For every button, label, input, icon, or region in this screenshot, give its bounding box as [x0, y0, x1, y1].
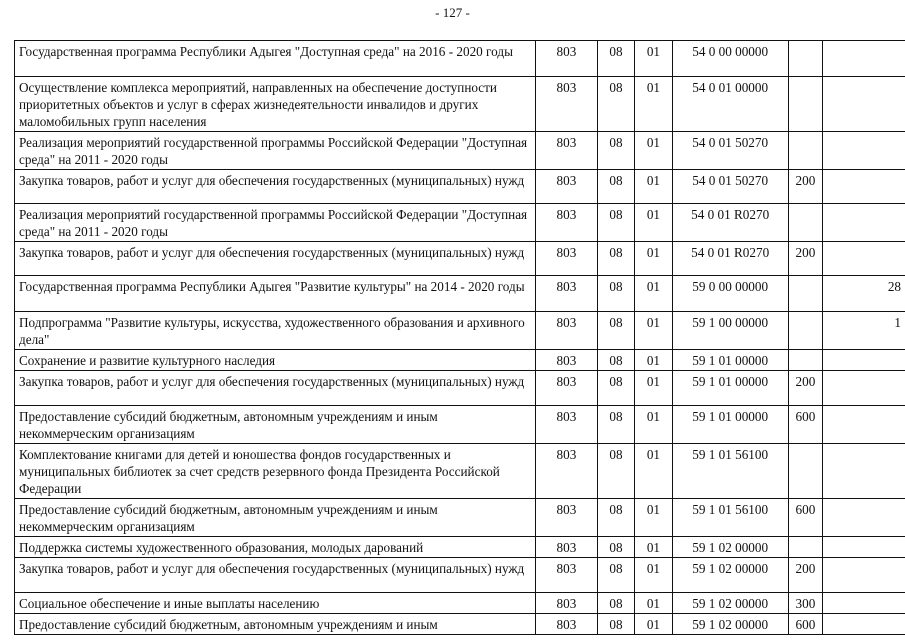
- cell-expense-type: [788, 132, 822, 170]
- cell-section: 08: [597, 170, 634, 204]
- cell-department: 803: [536, 406, 598, 444]
- cell-section: 08: [597, 242, 634, 276]
- cell-expense-type: 600: [788, 406, 822, 444]
- cell-target-item: 59 1 02 00000: [672, 537, 788, 558]
- table-row: [15, 406, 905, 444]
- cell-expense-type: [788, 77, 822, 132]
- cell-subsection: 01: [635, 593, 672, 614]
- cell-target-item: 59 1 02 00000: [672, 558, 788, 593]
- row-description: Предоставление субсидий бюджетным, автономным учреждениям и иным некоммерческим организациям: [15, 499, 536, 537]
- table-row: [15, 593, 905, 614]
- cell-section: 08: [597, 444, 634, 499]
- cell-target-item: 59 1 01 00000: [672, 406, 788, 444]
- table-row: [15, 242, 905, 276]
- table-row: [15, 41, 905, 77]
- cell-expense-type: 200: [788, 371, 822, 406]
- cell-section: 08: [597, 204, 634, 242]
- cell-target-item: 54 0 00 00000: [672, 41, 788, 77]
- row-description: Закупка товаров, работ и услуг для обеспечения государственных (муниципальных) нужд: [15, 242, 536, 276]
- cell-target-item: 54 0 01 R0270: [672, 242, 788, 276]
- cell-department: 803: [536, 558, 598, 593]
- cell-department: 803: [536, 77, 598, 132]
- cell-target-item: 54 0 01 50270: [672, 170, 788, 204]
- cell-subsection: 01: [635, 312, 672, 350]
- row-description: Предоставление субсидий бюджетным, автономным учреждениям и иным: [15, 614, 536, 635]
- cell-section: 08: [597, 132, 634, 170]
- table-row: [15, 312, 905, 350]
- cell-department: 803: [536, 614, 598, 635]
- row-description: Реализация мероприятий государственной программы Российской Федерации "Доступная среда" на 2011 - 2020 годы: [15, 132, 536, 170]
- cell-expense-type: 600: [788, 614, 822, 635]
- cell-department: 803: [536, 537, 598, 558]
- cell-subsection: 01: [635, 499, 672, 537]
- cell-amount: [823, 593, 905, 614]
- cell-target-item: 59 1 02 00000: [672, 593, 788, 614]
- budget-table: [14, 40, 905, 635]
- cell-subsection: 01: [635, 204, 672, 242]
- cell-department: 803: [536, 204, 598, 242]
- cell-amount: [823, 132, 905, 170]
- cell-section: 08: [597, 312, 634, 350]
- cell-target-item: 54 0 01 50270: [672, 132, 788, 170]
- table-row: [15, 350, 905, 371]
- table-row: [15, 444, 905, 499]
- cell-target-item: 54 0 01 R0270: [672, 204, 788, 242]
- cell-expense-type: [788, 312, 822, 350]
- cell-subsection: 01: [635, 242, 672, 276]
- cell-expense-type: [788, 41, 822, 77]
- cell-subsection: 01: [635, 444, 672, 499]
- row-description: Государственная программа Республики Адыгея "Доступная среда" на 2016 - 2020 годы: [15, 41, 536, 77]
- row-description: Подпрограмма "Развитие культуры, искусства, художественного образования и архивного дела": [15, 312, 536, 350]
- cell-subsection: 01: [635, 77, 672, 132]
- row-description: Закупка товаров, работ и услуг для обеспечения государственных (муниципальных) нужд: [15, 170, 536, 204]
- row-description: Реализация мероприятий государственной программы Российской Федерации "Доступная среда" на 2011 - 2020 годы: [15, 204, 536, 242]
- cell-expense-type: 200: [788, 170, 822, 204]
- table-row: [15, 558, 905, 593]
- cell-section: 08: [597, 537, 634, 558]
- cell-amount: [823, 558, 905, 593]
- cell-expense-type: 300: [788, 593, 822, 614]
- cell-amount: [823, 444, 905, 499]
- cell-target-item: 59 1 01 00000: [672, 371, 788, 406]
- row-description: Социальное обеспечение и иные выплаты населению: [15, 593, 536, 614]
- cell-section: 08: [597, 276, 634, 312]
- cell-target-item: 59 1 02 00000: [672, 614, 788, 635]
- table-row: [15, 170, 905, 204]
- cell-amount: [823, 406, 905, 444]
- row-description: Поддержка системы художественного образования, молодых дарований: [15, 537, 536, 558]
- cell-section: 08: [597, 41, 634, 77]
- page-number: - 127 -: [435, 5, 470, 20]
- cell-subsection: 01: [635, 41, 672, 77]
- cell-department: 803: [536, 41, 598, 77]
- cell-amount: [823, 350, 905, 371]
- cell-department: 803: [536, 242, 598, 276]
- cell-amount: [823, 170, 905, 204]
- cell-expense-type: [788, 537, 822, 558]
- cell-department: 803: [536, 350, 598, 371]
- table-row: [15, 204, 905, 242]
- row-description: Комплектование книгами для детей и юношества фондов государственных и муниципальных библиотек за счет средств резервного фонда Президента Российской Федерации: [15, 444, 536, 499]
- cell-department: 803: [536, 371, 598, 406]
- table-row: [15, 499, 905, 537]
- cell-section: 08: [597, 77, 634, 132]
- cell-department: 803: [536, 312, 598, 350]
- cell-amount: [823, 614, 905, 635]
- cell-target-item: 59 1 01 56100: [672, 444, 788, 499]
- cell-subsection: 01: [635, 614, 672, 635]
- cell-target-item: 59 1 01 00000: [672, 350, 788, 371]
- row-description: Закупка товаров, работ и услуг для обеспечения государственных (муниципальных) нужд: [15, 558, 536, 593]
- cell-expense-type: [788, 350, 822, 371]
- budget-table-body: [15, 41, 905, 635]
- table-row: [15, 614, 905, 635]
- cell-section: 08: [597, 350, 634, 371]
- cell-department: 803: [536, 444, 598, 499]
- cell-subsection: 01: [635, 371, 672, 406]
- cell-department: 803: [536, 593, 598, 614]
- cell-amount: [823, 537, 905, 558]
- cell-amount: 1: [823, 312, 905, 350]
- cell-section: 08: [597, 406, 634, 444]
- cell-subsection: 01: [635, 537, 672, 558]
- cell-section: 08: [597, 593, 634, 614]
- row-description: Закупка товаров, работ и услуг для обеспечения государственных (муниципальных) нужд: [15, 371, 536, 406]
- cell-amount: [823, 242, 905, 276]
- table-row: [15, 77, 905, 132]
- cell-expense-type: 600: [788, 499, 822, 537]
- table-row: [15, 276, 905, 312]
- cell-subsection: 01: [635, 276, 672, 312]
- table-row: [15, 132, 905, 170]
- cell-department: 803: [536, 276, 598, 312]
- cell-expense-type: [788, 444, 822, 499]
- cell-section: 08: [597, 614, 634, 635]
- cell-amount: [823, 41, 905, 77]
- cell-department: 803: [536, 132, 598, 170]
- cell-expense-type: [788, 276, 822, 312]
- cell-department: 803: [536, 499, 598, 537]
- cell-amount: 28: [823, 276, 905, 312]
- cell-section: 08: [597, 371, 634, 406]
- cell-subsection: 01: [635, 558, 672, 593]
- cell-section: 08: [597, 499, 634, 537]
- row-description: Осуществление комплекса мероприятий, направленных на обеспечение доступности приоритетных объектов и услуг в сферах жизнедеятельности инвалидов и других маломобильных групп населения: [15, 77, 536, 132]
- cell-target-item: 59 1 01 56100: [672, 499, 788, 537]
- cell-subsection: 01: [635, 132, 672, 170]
- cell-expense-type: 200: [788, 558, 822, 593]
- table-row: [15, 371, 905, 406]
- cell-target-item: 59 0 00 00000: [672, 276, 788, 312]
- table-row: [15, 537, 905, 558]
- cell-amount: [823, 77, 905, 132]
- cell-target-item: 54 0 01 00000: [672, 77, 788, 132]
- row-description: Предоставление субсидий бюджетным, автономным учреждениям и иным некоммерческим организациям: [15, 406, 536, 444]
- cell-subsection: 01: [635, 350, 672, 371]
- row-description: Сохранение и развитие культурного наследия: [15, 350, 536, 371]
- cell-amount: [823, 371, 905, 406]
- cell-expense-type: [788, 204, 822, 242]
- cell-amount: [823, 204, 905, 242]
- cell-subsection: 01: [635, 170, 672, 204]
- cell-subsection: 01: [635, 406, 672, 444]
- cell-section: 08: [597, 558, 634, 593]
- cell-amount: [823, 499, 905, 537]
- row-description: Государственная программа Республики Адыгея "Развитие культуры" на 2014 - 2020 годы: [15, 276, 536, 312]
- cell-department: 803: [536, 170, 598, 204]
- cell-expense-type: 200: [788, 242, 822, 276]
- cell-target-item: 59 1 00 00000: [672, 312, 788, 350]
